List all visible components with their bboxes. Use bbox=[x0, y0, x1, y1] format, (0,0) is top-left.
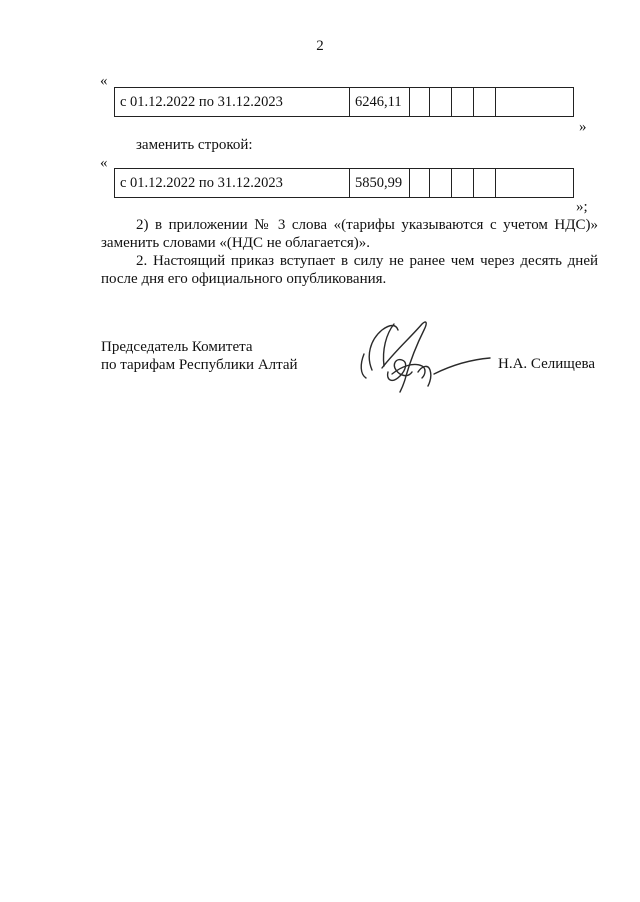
signatory-name: Н.А. Селищева bbox=[498, 356, 596, 372]
empty-cell bbox=[410, 169, 430, 197]
empty-cell bbox=[410, 88, 430, 116]
signatory-title-line2: по тарифам Республики Алтай bbox=[101, 357, 298, 373]
empty-cell bbox=[496, 169, 573, 197]
handwritten-signature bbox=[352, 314, 492, 400]
empty-cell bbox=[496, 88, 573, 116]
value-cell: 5850,99 bbox=[350, 169, 410, 197]
period-cell: с 01.12.2022 по 31.12.2023 bbox=[115, 169, 350, 197]
empty-cell bbox=[452, 88, 474, 116]
empty-cell bbox=[474, 169, 496, 197]
opening-quote: « bbox=[100, 155, 108, 171]
value-cell: 6246,11 bbox=[350, 88, 410, 116]
signatory-title bbox=[101, 338, 298, 374]
tariff-row-new bbox=[114, 168, 574, 198]
paragraph-appendix-change: 2) в приложении № 3 слова «(тарифы указываются с учетом НДС)» заменить словами «(НДС не облагается)». bbox=[101, 217, 598, 251]
paragraph-effective-date: 2. Настоящий приказ вступает в силу не ранее чем через десять дней после дня его официального опубликования. bbox=[101, 253, 598, 287]
tariff-row-old bbox=[114, 87, 574, 117]
replace-instruction: заменить строкой: bbox=[136, 137, 253, 153]
closing-quote: »; bbox=[576, 199, 588, 215]
period-cell: с 01.12.2022 по 31.12.2023 bbox=[115, 88, 350, 116]
empty-cell bbox=[430, 88, 452, 116]
empty-cell bbox=[452, 169, 474, 197]
signatory-title-line1: Председатель Комитета bbox=[101, 339, 253, 355]
empty-cell bbox=[474, 88, 496, 116]
closing-quote: » bbox=[579, 119, 587, 135]
empty-cell bbox=[430, 169, 452, 197]
opening-quote: « bbox=[100, 73, 108, 89]
page-number: 2 bbox=[316, 38, 324, 54]
